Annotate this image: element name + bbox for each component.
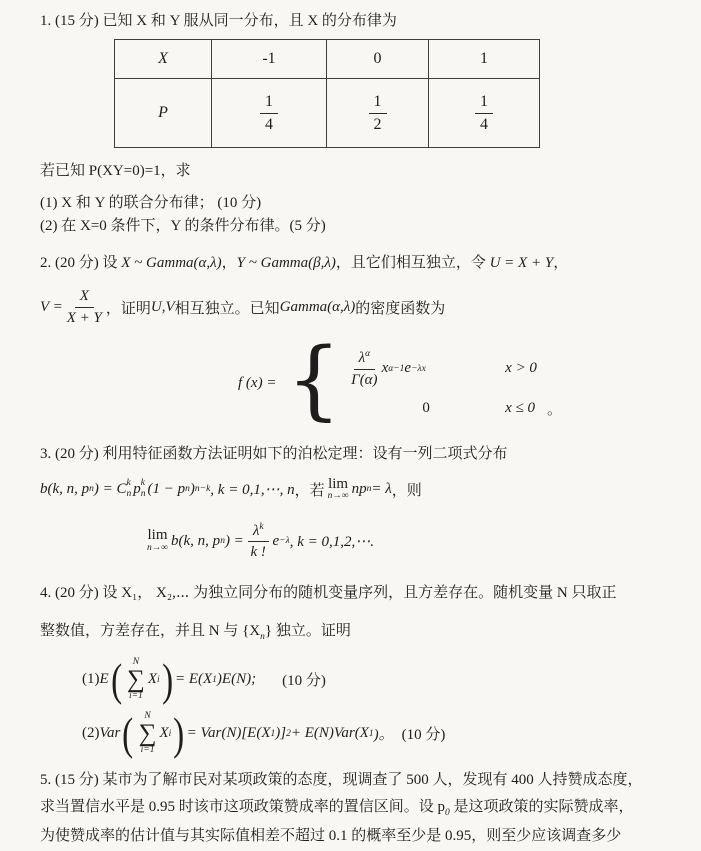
math-segment: U,V [150, 298, 175, 315]
question-4-intro-line1: 4. (20 分) 设 X₁， X₂,⋯ 为独立同分布的随机变量序列，且方差存在。随机变量 N 只取正 [40, 585, 617, 602]
text-segment: ，证明 [105, 300, 151, 317]
sum-upper-limit: N [132, 656, 140, 667]
subscript-n: n [140, 489, 146, 500]
q1-subitem-2: (2) 在 X=0 条件下，Y 的条件分布律。(5 分) [40, 217, 326, 234]
sum-lower-limit: i=1 [129, 691, 143, 702]
text-segment: 是这项政策的实际赞成率， [449, 799, 634, 816]
p-row [115, 79, 540, 148]
math-segment: V = [40, 298, 63, 315]
right-paren: ) [161, 653, 173, 705]
math-segment: + E(N)Var(X [290, 725, 369, 742]
fx-lhs: f (x) = [238, 374, 277, 391]
subscript-n: n [366, 484, 372, 495]
fraction-denominator: Γ(α) [351, 371, 378, 388]
fraction-numerator [248, 522, 269, 543]
superscript-2: 2 [286, 728, 291, 739]
prob-fraction [475, 93, 493, 133]
summand: X [159, 725, 169, 742]
case-nonpositive [347, 400, 537, 417]
subscript-1: 1 [212, 674, 217, 685]
math-segment: np [351, 480, 367, 497]
math-segment: b(k, n, p [40, 480, 90, 497]
subscript-n: n [126, 489, 132, 500]
fraction-denominator: X + Y [66, 309, 102, 326]
math-segment: , k = 0,1,⋯, n [210, 481, 295, 498]
question-2-intro [40, 252, 667, 275]
condition: x > 0 [505, 360, 537, 377]
left-paren: ( [110, 653, 122, 705]
sigma-symbol: ∑ [127, 666, 145, 694]
v-definition-line [40, 283, 667, 331]
p-n-k-scripts [141, 478, 146, 501]
score-note: (10 分) [282, 673, 326, 690]
x-exponent: α−1 [388, 363, 405, 374]
p-label-cell: P [115, 79, 212, 148]
subscript-n: n [260, 631, 265, 642]
math-segment: Gamma(α,λ) [279, 298, 356, 315]
prob-fraction [369, 93, 387, 133]
math-segment: = λ [371, 480, 392, 497]
lim-word: lim [147, 527, 168, 544]
math-segment: = E(X [174, 671, 213, 688]
math-segment: U = X + Y [489, 255, 554, 271]
sum-upper-limit: N [144, 710, 151, 721]
math-segment: Y ~ Gamma(β,λ) [236, 255, 336, 271]
binomial-formula-line [40, 477, 667, 503]
question-5-line3: 为使赞成率的估计值与其实际值相差不超过 0.1 的概率至少是 0.95，则至少应该调查多少 [40, 827, 622, 844]
prob-fraction [260, 93, 278, 133]
alpha-exponent: α [365, 349, 371, 360]
question-4-intro-line2 [40, 618, 667, 647]
prob-cell [429, 79, 540, 148]
left-brace: { [286, 329, 342, 430]
math-segment: X ~ Gamma(α,λ) [121, 255, 222, 271]
summation [139, 712, 157, 756]
subscript-1: 1 [270, 728, 276, 739]
coef-fraction [351, 349, 377, 388]
prob-cell [212, 79, 327, 148]
period-mark: 。 [546, 402, 562, 419]
subscript-i: i [168, 728, 172, 739]
superscript-k: k [259, 521, 264, 532]
item-label: (2) [82, 725, 100, 742]
sigma-symbol: ∑ [138, 720, 157, 748]
x-label-cell: X [115, 40, 212, 79]
math-segment: ) [189, 480, 195, 497]
subscript-0: 0 [445, 808, 450, 819]
text-segment: 相互独立。已知 [174, 300, 280, 317]
left-paren: ( [122, 707, 134, 759]
sum-lower-limit: i=1 [140, 745, 155, 756]
math-segment: )] [275, 725, 287, 742]
math-segment: )。 [373, 727, 394, 744]
lim-underscript: n→∞ [327, 491, 349, 502]
lim-word: lim [328, 475, 349, 492]
math-segment: (1 − p [147, 480, 186, 497]
q1-given-condition: 若已知 P(XY=0)=1，求 [40, 163, 191, 180]
lambda-k-fraction [248, 522, 269, 561]
case-body [347, 349, 505, 388]
condition: x ≤ 0 [505, 400, 536, 417]
question-1-heading: 1. (15 分) 已知 X 和 Y 服从同一分布，且 X 的分布律为 [40, 13, 397, 29]
case-body: 0 [422, 400, 430, 417]
expectation-operator: E [99, 671, 109, 688]
subscript-1: 1 [368, 728, 374, 739]
x-row [115, 40, 540, 79]
x-value-cell: 1 [429, 40, 540, 79]
math-segment: p [133, 480, 141, 497]
summation [127, 658, 145, 702]
poisson-limit-formula [144, 518, 667, 564]
text-segment: ， [221, 255, 237, 271]
item-label: (1) [82, 671, 100, 688]
math-segment: ) = C [93, 480, 127, 497]
e-exponent: −λx [411, 363, 426, 374]
math-segment: ) = [224, 532, 244, 549]
math-segment: , k = 0,1,2,⋯. [289, 533, 375, 550]
question-3-intro: 3. (20 分) 利用特征函数方法证明如下的泊松定理：设有一列二项式分布 [40, 446, 508, 463]
subscript-n: n [89, 484, 94, 495]
superscript-n-minus-k: n−k [194, 484, 211, 495]
text-segment: 的密度函数为 [355, 300, 446, 317]
fraction-numerator: X [75, 288, 94, 308]
C-n-k-scripts [127, 478, 132, 501]
right-paren: ) [173, 707, 185, 759]
text-segment: ，则 [391, 482, 422, 499]
score-note: (10 分) [401, 727, 446, 744]
q1-subitem-1: (1) X 和 Y 的联合分布律； (10 分) [40, 194, 262, 211]
lambda: λ [252, 522, 260, 539]
math-segment: = Var(N)[E(X [186, 725, 271, 742]
case-positive [347, 349, 537, 388]
text-segment: ， [553, 255, 569, 271]
question-5-line1: 5. (15 分) 某市为了解市民对某项政策的态度，现调查了 500 人，发现有 400 人持赞成态度， [40, 771, 643, 788]
e-term: e [404, 360, 412, 377]
math-segment: )E(N); [216, 671, 257, 688]
math-segment: b(k, n, p [171, 532, 221, 549]
e-term: e [272, 532, 280, 549]
distribution-table [114, 39, 540, 148]
prob-cell [327, 79, 429, 148]
subscript-i: i [157, 674, 160, 685]
e-exponent: −λ [279, 536, 290, 547]
question-5-line2 [40, 794, 667, 823]
text-segment: ，且它们相互独立，令 [335, 255, 490, 271]
fraction-numerator: 1 [369, 93, 387, 114]
x-term: x [381, 360, 389, 377]
fraction-numerator: 1 [475, 93, 493, 114]
density-cases [347, 349, 537, 417]
fraction-denominator: k ! [250, 544, 266, 561]
lim-stack [328, 477, 349, 503]
fraction-denominator: 2 [373, 115, 382, 133]
text-segment: } 独立。证明 [264, 622, 351, 639]
v-fraction [67, 288, 102, 326]
fraction-denominator: 4 [265, 115, 273, 133]
superscript-k: k [126, 477, 131, 488]
text-segment: 整数值，方差存在，并且 N 与 {X [40, 622, 261, 639]
q4-expectation-item [82, 653, 667, 707]
lim-underscript: n→∞ [147, 543, 169, 554]
fraction-numerator: 1 [260, 93, 278, 114]
lim-stack [147, 528, 168, 554]
summand: X [147, 671, 157, 688]
text-segment: 求当置信水平是 0.95 时该市这项政策赞成率的置信区间。设 p [40, 799, 446, 816]
superscript-k: k [140, 477, 145, 488]
variance-operator: Var [99, 725, 121, 742]
fraction-denominator: 4 [480, 115, 488, 133]
x-value-cell: 0 [327, 40, 429, 79]
lambda: λ [358, 350, 366, 367]
q4-variance-item [82, 707, 667, 761]
text-segment: 2. (20 分) 设 [40, 255, 122, 271]
text-segment: ，若 [294, 482, 325, 499]
subscript-n: n [220, 536, 225, 547]
gamma-density-formula [238, 329, 667, 430]
x-value-cell: -1 [212, 40, 327, 79]
subscript-n: n [185, 484, 190, 495]
fraction-numerator [354, 349, 376, 370]
